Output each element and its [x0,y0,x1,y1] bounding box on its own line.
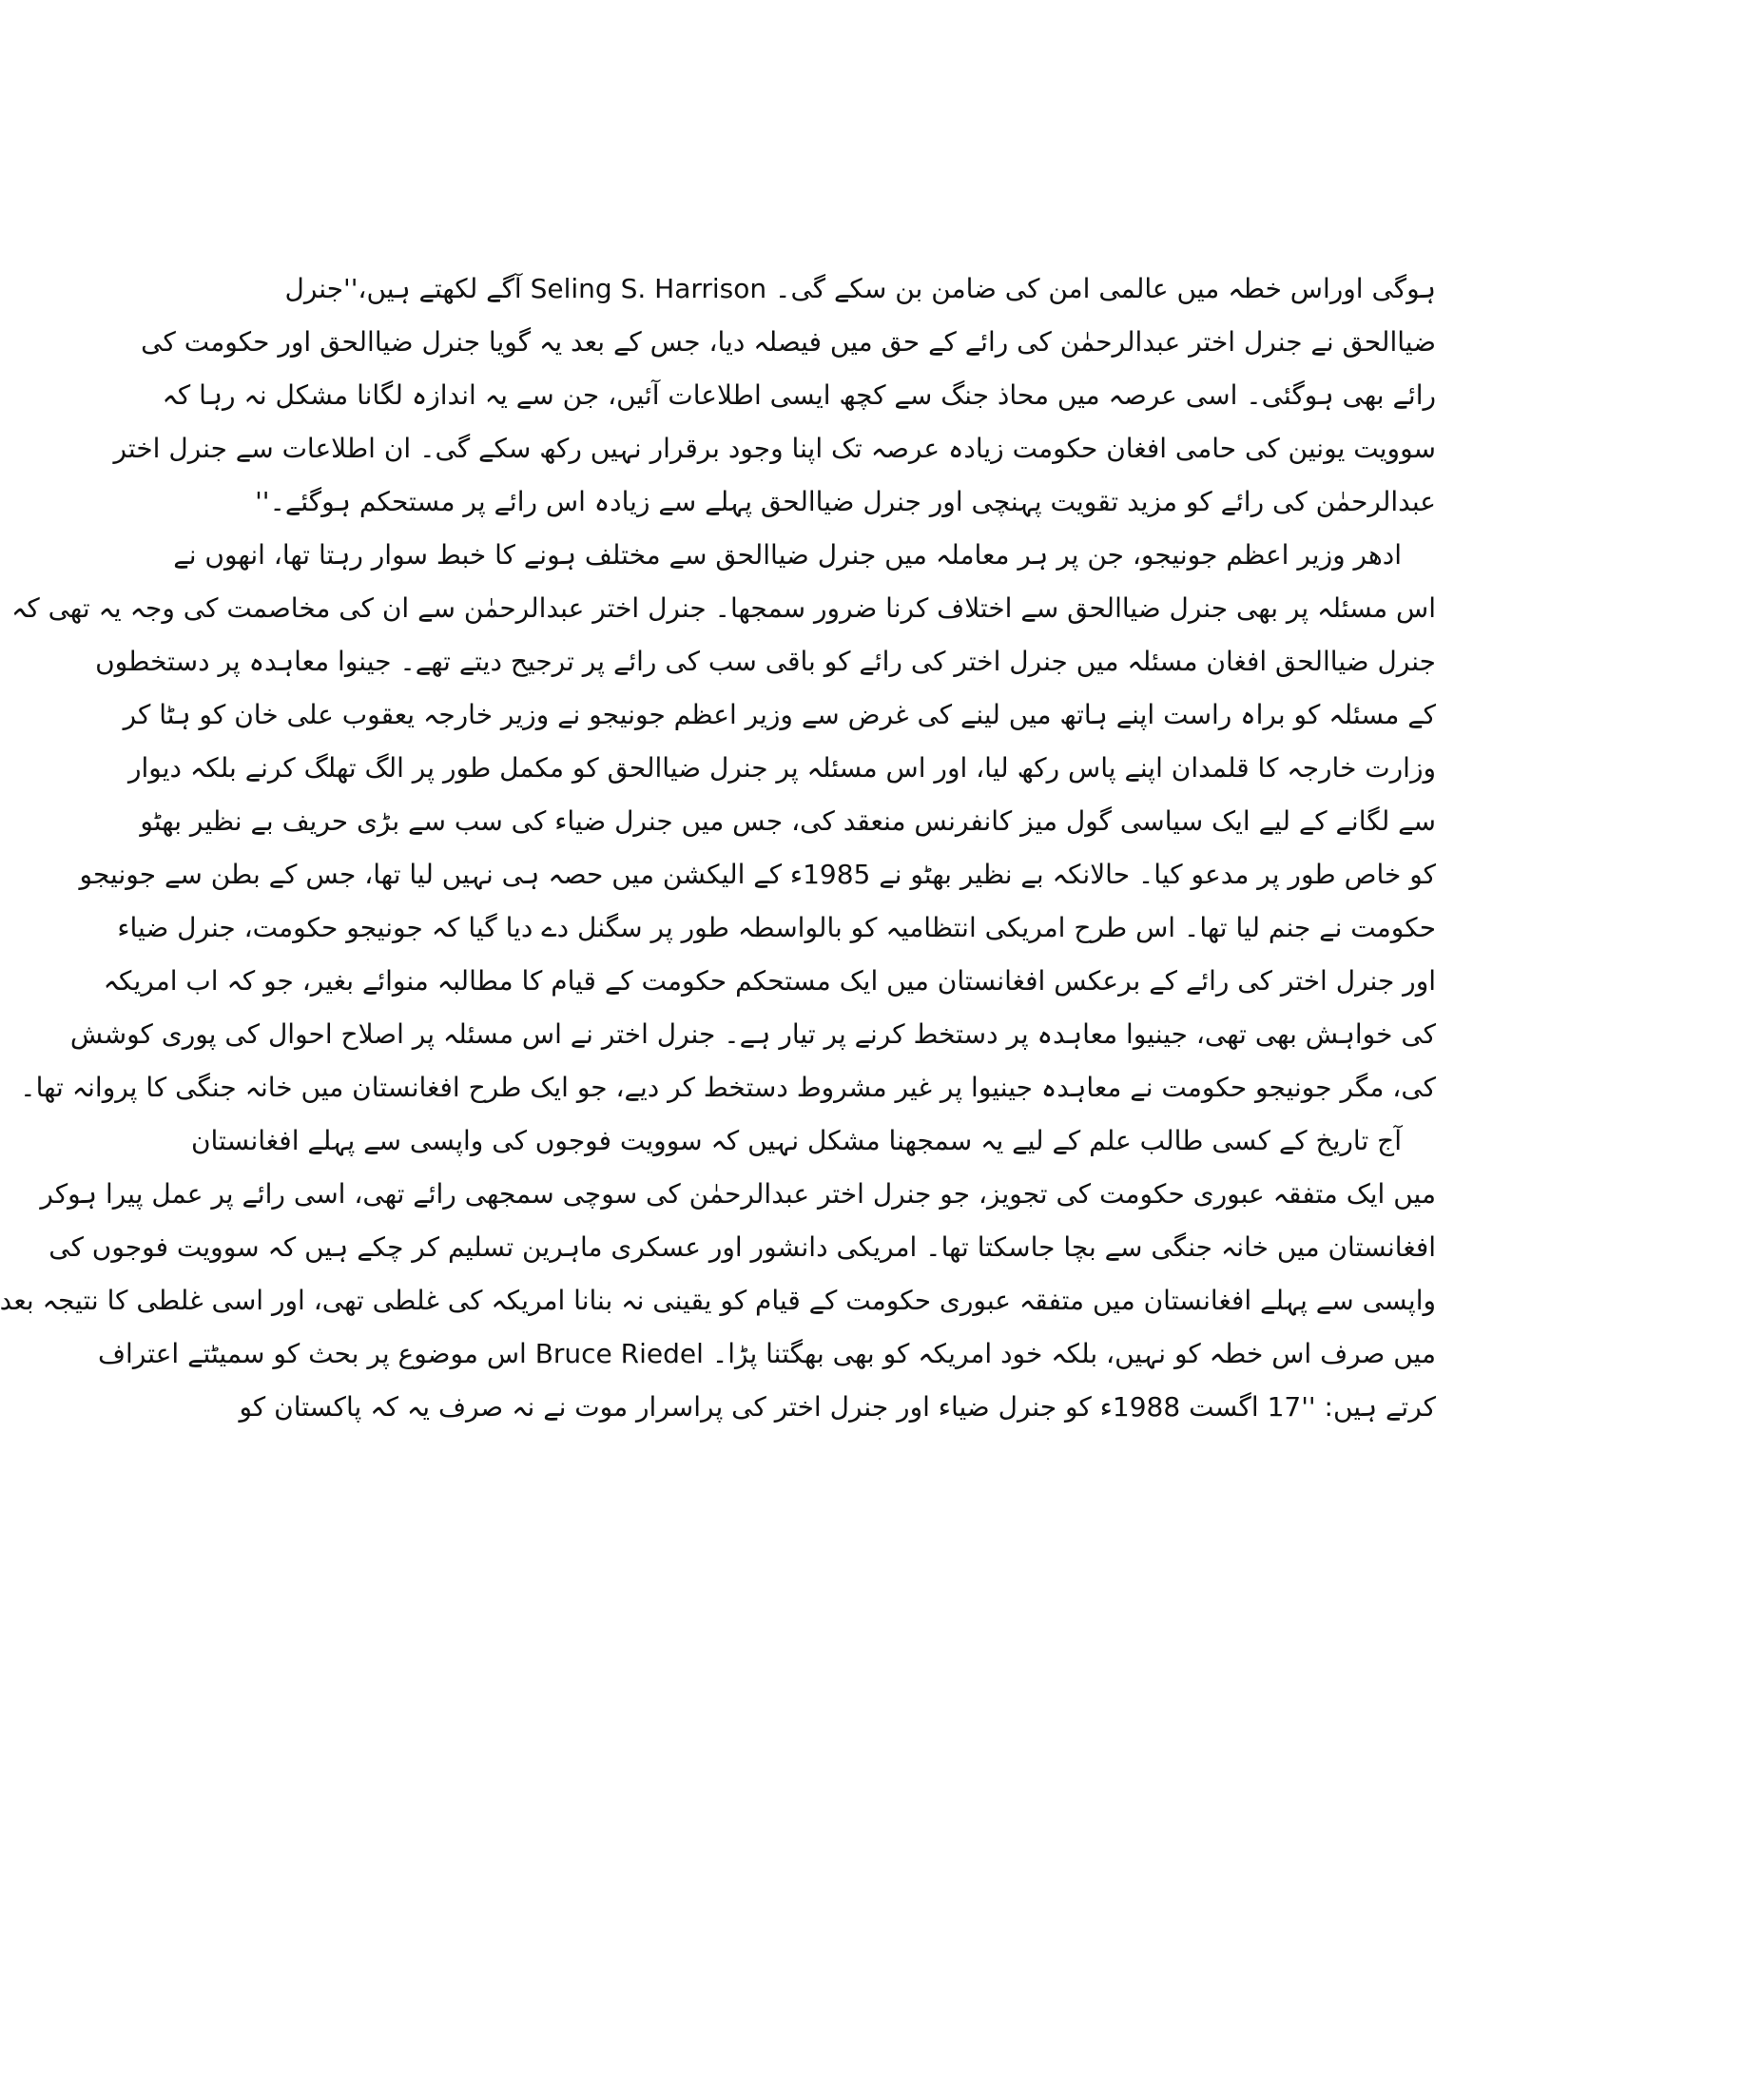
paragraph-3 [0,1114,1436,1434]
text-line: سے لگانے کے لیے ایک سیاسی گول میز کانفرنس منعقد کی، جس میں جنرل ضیاء کی سب سے بڑی حریف بے نظیر بھٹو [140,805,1436,837]
text-line: عبدالرحمٰن کی رائے کو مزید تقویت پہنچی اور جنرل ضیاالحق پہلے سے زیادہ اس رائے پر مستحکم ہوگئے۔'' [255,486,1436,517]
text-line: حکومت نے جنم لیا تھا۔ اس طرح امریکی انتظامیہ کو بالواسطہ طور پر سگنل دے دیا گیا کہ جونیجو حکومت، جنرل ضیاء [117,912,1436,943]
text-line: سوویت یونین کی حامی افغان حکومت زیادہ عرصہ تک اپنا وجود برقرار نہیں رکھ سکے گی۔ ان اطلاعات سے جنرل اختر [113,433,1436,464]
text-line: ہوگی اوراس خطہ میں عالمی امن کی ضامن بن سکے گی۔ Seling S. Harrison آگے لکھتے ہیں،''جنرل [284,273,1436,304]
text-line: میں ایک متفقہ عبوری حکومت کی تجویز، جو جنرل اختر عبدالرحمٰن کی سوچی سمجھی رائے تھی، اسی رائے پر عمل پیرا ہوکر [40,1178,1436,1210]
text-line: میں صرف اس خطہ کو نہیں، بلکہ خود امریکہ کو بھی بھگتنا پڑا۔ Bruce Riedel اس موضوع پر بحث کو سمیٹتے اعتراف [98,1338,1436,1369]
text-line: کو خاص طور پر مدعو کیا۔ حالانکہ بے نظیر بھٹو نے 1985ء کے الیکشن میں حصہ ہی نہیں لیا تھا، جس کے بطن سے جونیجو [79,859,1436,890]
text-line: افغانستان میں خانہ جنگی سے بچا جاسکتا تھا۔ امریکی دانشور اور عسکری ماہرین تسلیم کر چکے ہیں کہ سوویت فوجوں کی [48,1231,1436,1263]
text-line: واپسی سے پہلے افغانستان میں متفقہ عبوری حکومت کے قیام کو یقینی نہ بنانا امریکہ کی غلطی تھی، اور اسی غلطی کا نتیجہ بعد [0,1285,1436,1316]
text-line: اور جنرل اختر کی رائے کے برعکس افغانستان میں ایک مستحکم حکومت کے قیام کا مطالبہ منوائے بغیر، جو کہ اب امریکہ [103,965,1436,997]
paragraph-2 [10,529,1436,1114]
body-text [0,262,1436,1822]
text-line: کے مسئلہ کو براہ راست اپنے ہاتھ میں لینے کی غرض سے وزیر اعظم جونیجو نے وزیر خارجہ یعقوب علی خان کو ہٹا کر [123,699,1436,730]
text-line: کی خواہش بھی تھی، جینیوا معاہدہ پر دستخط کرنے پر تیار ہے۔ جنرل اختر نے اس مسئلہ پر اصلاح احوال کی پوری کوشش [69,1018,1436,1050]
text-line: آج تاریخ کے کسی طالب علم کے لیے یہ سمجھنا مشکل نہیں کہ سوویت فوجوں کی واپسی سے پہلے افغانستان [190,1125,1402,1156]
text-line: اس مسئلہ پر بھی جنرل ضیاالحق سے اختلاف کرنا ضرور سمجھا۔ جنرل اختر عبدالرحمٰن سے ان کی مخاصمت کی وجہ یہ تھی کہ [10,592,1436,624]
text-line: ضیاالحق نے جنرل اختر عبدالرحمٰن کی رائے کے حق میں فیصلہ دیا، جس کے بعد یہ گویا جنرل ضیاالحق اور حکومت کی [141,326,1436,358]
text-line: کرتے ہیں: ''17 اگست 1988ء کو جنرل ضیاء اور جنرل اختر کی پراسرار موت نے نہ صرف یہ کہ پاکستان کو [239,1391,1436,1423]
text-line: رائے بھی ہوگئی۔ اسی عرصہ میں محاذ جنگ سے کچھ ایسی اطلاعات آئیں، جن سے یہ اندازہ لگانا مشکل نہ رہا کہ [162,379,1436,411]
text-line: ادھر وزیر اعظم جونیجو، جن پر ہر معاملہ میں جنرل ضیاالحق سے مختلف ہونے کا خبط سوار رہتا تھا، انھوں نے [173,539,1402,571]
paragraph-1 [113,262,1436,529]
text-line: وزارت خارجہ کا قلمدان اپنے پاس رکھ لیا، اور اس مسئلہ پر جنرل ضیاالحق کو مکمل طور پر الگ تھلگ کرنے بلکہ دیوار [127,752,1436,784]
text-line: کی، مگر جونیجو حکومت نے معاہدہ جینیوا پر غیر مشروط دستخط کر دیے، جو ایک طرح افغانستان میں خانہ جنگی کا پروانہ تھا۔ [20,1072,1436,1103]
text-line: جنرل ضیاالحق افغان مسئلہ میں جنرل اختر کی رائے کو باقی سب کی رائے پر ترجیح دیتے تھے۔ جینوا معاہدہ پر دستخطوں [95,646,1436,677]
